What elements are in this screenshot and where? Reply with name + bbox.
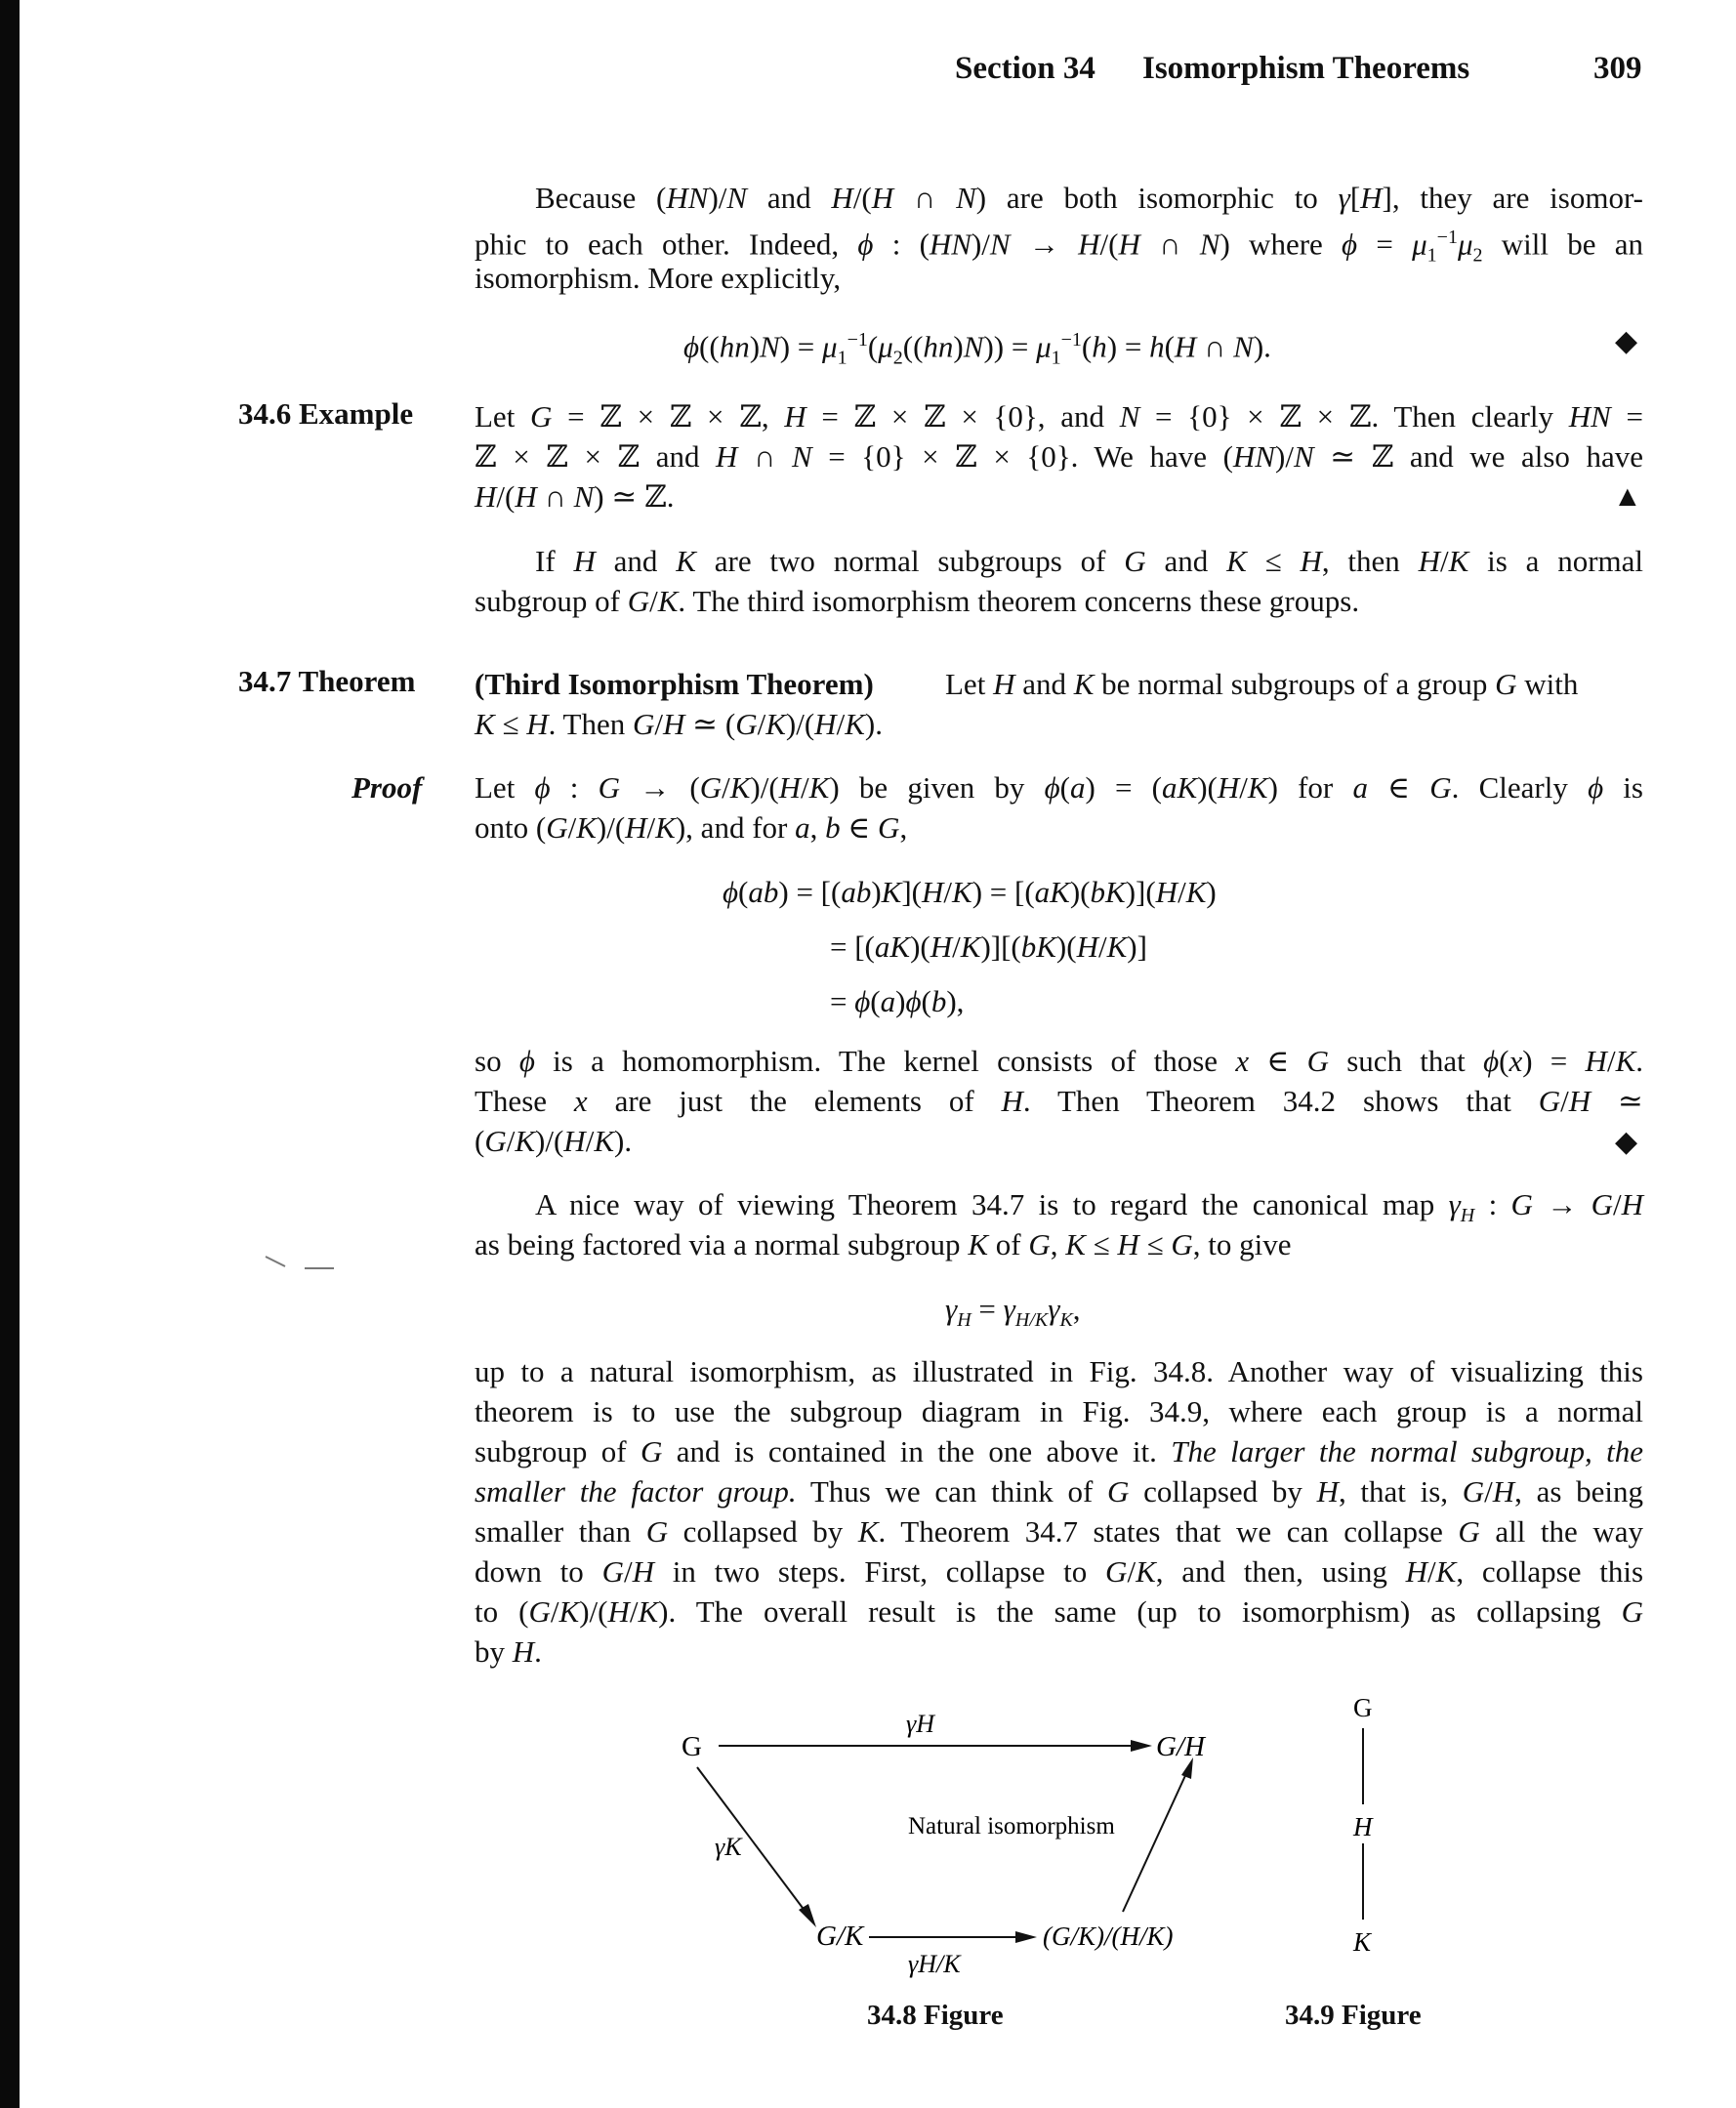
display-equation: ϕ(ab) = [(ab)K](H/K) = [(aK)(bK)](H/K) bbox=[723, 875, 1217, 909]
arrow-head bbox=[1131, 1740, 1152, 1752]
paragraph-line: down to G/H in two steps. First, collapse to G/K, and then, using H/K, collapse this bbox=[475, 1554, 1644, 1589]
node-g-over-h: G/H bbox=[1156, 1731, 1205, 1762]
section-title: Isomorphism Theorems bbox=[1142, 51, 1470, 86]
theorem-label: 34.7 Theorem bbox=[238, 664, 416, 698]
paragraph-line: as being factored via a normal subgroup K of G, K ≤ H ≤ G, to give bbox=[475, 1227, 1292, 1261]
paragraph-line: Because (HN)/N and H/(H ∩ N) are both isomorphic to γ[H], they are isomor- bbox=[535, 181, 1643, 215]
paragraph-line: isomorphism. More explicitly, bbox=[475, 261, 842, 295]
label-gamma-k: γK bbox=[715, 1833, 742, 1861]
display-equation: $\phi((hn)N) = \mu_1^{-1}(\mu_2((hn)N)) = \mu_1^{-1}(h) = h(H$ ∩ N). bbox=[683, 329, 1271, 369]
proof-label: Proof bbox=[351, 770, 423, 805]
paragraph-line: up to a natural isomorphism, as illustrated in Fig. 34.8. Another way of visualizing this bbox=[475, 1354, 1643, 1388]
paragraph-line: to (G/K)/(H/K). The overall result is the same (up to isomorphism) as collapsing G bbox=[475, 1594, 1643, 1629]
paragraph-line: subgroup of G and is contained in the one above it. The larger the normal subgroup, the bbox=[475, 1434, 1643, 1468]
display-equation: $\gamma_H = \gamma_{H/K}\gamma_K$, bbox=[945, 1292, 1081, 1332]
paragraph-line: ℤ × ℤ × ℤ and H ∩ N = {0} × ℤ × {0}. We have (HN)/N ≃ ℤ and we also have bbox=[475, 439, 1643, 474]
page-number: 309 bbox=[1593, 51, 1642, 86]
theorem-name: (Third Isomorphism Theorem) bbox=[475, 667, 874, 701]
label-gamma-h: γH bbox=[906, 1710, 935, 1738]
arrow-head bbox=[1015, 1931, 1037, 1943]
figure-34-9-caption: 34.9 Figure bbox=[1285, 2000, 1422, 2031]
display-equation: = [(aK)(H/K)][(bK)(H/K)] bbox=[830, 930, 1147, 964]
paragraph-line: Let G = ℤ × ℤ × ℤ, H = ℤ × ℤ × {0}, and N = {0} × ℤ × ℤ. Then clearly HN = bbox=[475, 399, 1643, 434]
paragraph-line: If H and K are two normal subgroups of G and K ≤ H, then H/K is a normal bbox=[535, 544, 1643, 578]
paragraph-line: These x are just the elements of H. Then Theorem 34.2 shows that G/H ≃ bbox=[475, 1084, 1643, 1118]
example-label: 34.6 Example bbox=[238, 396, 414, 431]
figure-34-9-diagram bbox=[1328, 1689, 1406, 1982]
display-equation: = ϕ(a)ϕ(b), bbox=[830, 984, 965, 1018]
node-g: G bbox=[1353, 1693, 1373, 1722]
paragraph-line: Let ϕ : G → (G/K)/(H/K) be given by ϕ(a) = (aK)(H/K) for a ∈ G. Clearly ϕ is bbox=[475, 770, 1643, 805]
figure-34-8-diagram bbox=[674, 1689, 1240, 1982]
book-spine-shadow bbox=[0, 0, 20, 2108]
paragraph-line: smaller than G collapsed by K. Theorem 34.7 states that we can collapse G all the way bbox=[475, 1514, 1643, 1549]
end-of-example-marker: ▲ bbox=[1613, 480, 1642, 513]
paragraph-line: phic to each other. Indeed, ϕ : (HN)/N → H/(H ∩ N) where $\phi = \mu_1^{-1}\mu_2$ will be an bbox=[475, 227, 1644, 267]
label-gamma-h-over-k: γH/K bbox=[908, 1950, 961, 1978]
paragraph-line: onto (G/K)/(H/K), and for a, b ∈ G, bbox=[475, 810, 908, 845]
end-of-proof-marker: ◆ bbox=[1615, 325, 1638, 357]
paragraph-line: (G/K)/(H/K). bbox=[475, 1124, 633, 1158]
paragraph-line: by H. bbox=[475, 1634, 542, 1669]
paragraph-line: subgroup of G/K. The third isomorphism theorem concerns these groups. bbox=[475, 584, 1360, 618]
paragraph-line: Let H and K be normal subgroups of a group G with bbox=[945, 667, 1579, 701]
node-h: H bbox=[1353, 1812, 1373, 1841]
label-natural-isomorphism: Natural isomorphism bbox=[908, 1813, 1115, 1839]
node-g: G bbox=[682, 1731, 702, 1762]
paragraph-line: so ϕ is a homomorphism. The kernel consists of those x ∈ G such that ϕ(x) = H/K. bbox=[475, 1044, 1643, 1078]
paragraph-line: A nice way of viewing Theorem 34.7 is to regard the canonical map $\gamma_H$ : G → G/H bbox=[535, 1187, 1643, 1227]
figure-34-8-caption: 34.8 Figure bbox=[867, 2000, 1004, 2031]
paragraph-line: theorem is to use the subgroup diagram in Fig. 34.9, where each group is a normal bbox=[475, 1394, 1643, 1428]
arrow-natural-iso bbox=[1123, 1769, 1188, 1912]
node-k: K bbox=[1353, 1927, 1372, 1957]
section-label: Section 34 bbox=[955, 51, 1095, 86]
node-g-over-k: G/K bbox=[816, 1921, 864, 1952]
paragraph-line: smaller the factor group. Thus we can think of G collapsed by H, that is, G/H, as being bbox=[475, 1474, 1643, 1509]
node-quotient: (G/K)/(H/K) bbox=[1043, 1922, 1174, 1951]
end-of-proof-marker: ◆ bbox=[1615, 1126, 1638, 1158]
paragraph-line: H/(H ∩ N) ≃ ℤ. bbox=[475, 479, 675, 514]
margin-mark bbox=[264, 1255, 342, 1274]
paragraph-line: K ≤ H. Then G/H ≃ (G/K)/(H/K). bbox=[475, 707, 883, 741]
